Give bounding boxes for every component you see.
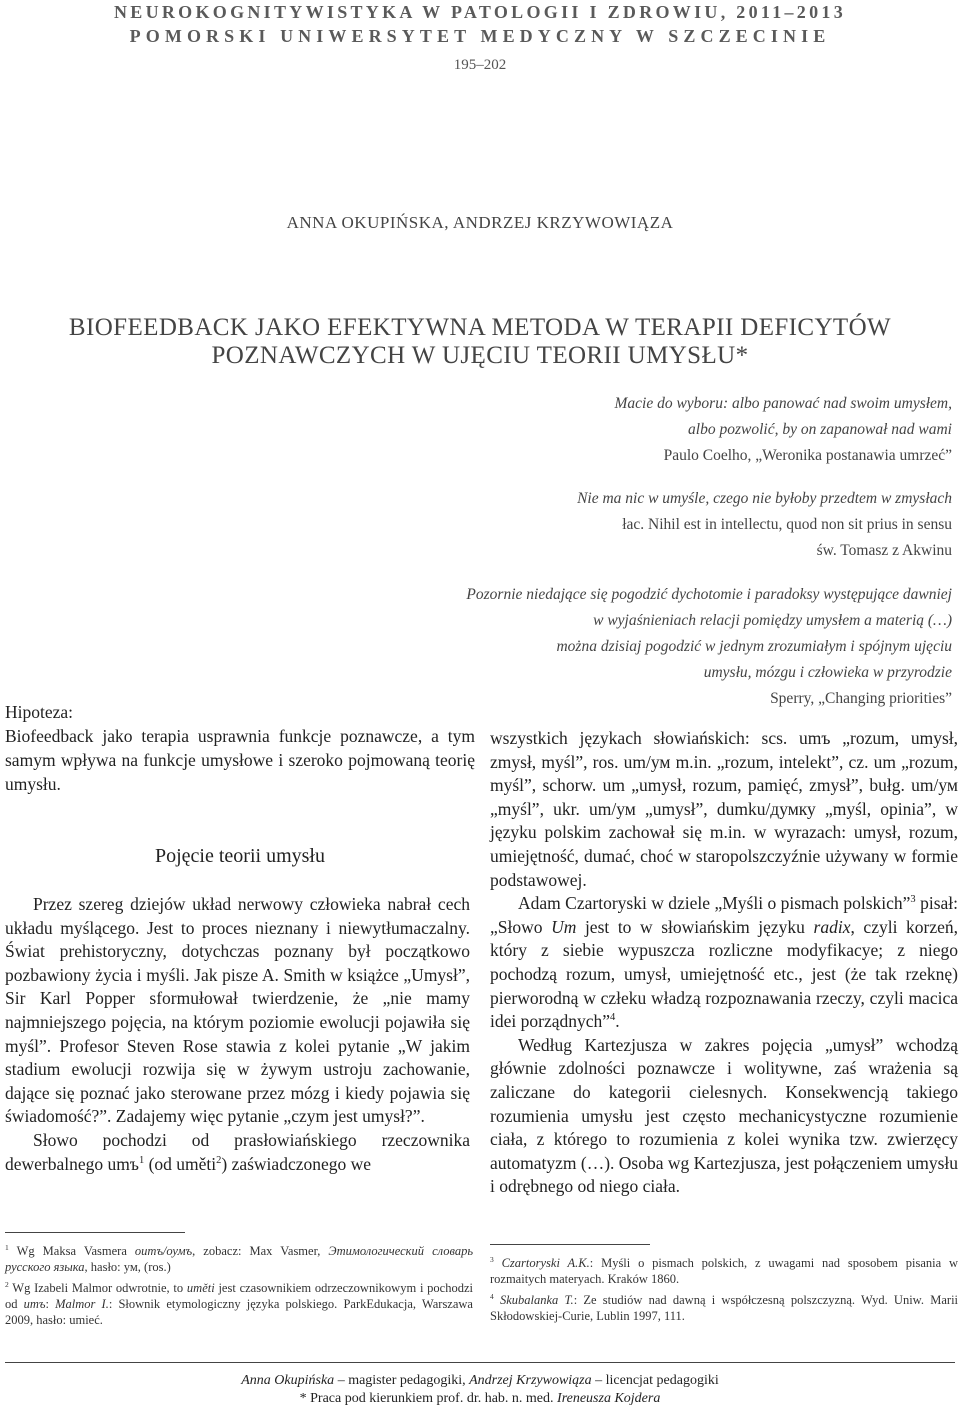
author-affiliations: Anna Okupińska – magister pedagogiki, Andrzej Krzywowiąza – licencjat pedagogiki bbox=[241, 1373, 719, 1388]
motto-line: Pozornie niedające się pogodzić dychotomie i paradoksy występujące dawniej bbox=[466, 586, 952, 603]
footnotes-left bbox=[5, 1243, 473, 1333]
footnotes-right bbox=[490, 1255, 958, 1329]
motto-line: umysłu, mózgu i człowieka w przyrodzie bbox=[703, 664, 952, 681]
footnote-divider-left bbox=[5, 1232, 185, 1233]
hypothesis-text: Biofeedback jako terapia usprawnia funkcje poznawcze, a tym samym wpływa na funkcje umysłowe i szeroko pojmowaną teorię umysłu. bbox=[5, 726, 475, 794]
page-range: 195–202 bbox=[453, 57, 507, 73]
hypothesis-label: Hipoteza: bbox=[5, 702, 74, 722]
footnote: $^4$ Skubalanka T.: Ze studiów nad dawną i współczesną polszczyzną. Wyd. Uniw. Marii Skłodowskiej-Curie, Lublin 1997, 111. bbox=[490, 1291, 959, 1323]
motto-line: Nie ma nic w umyśle, czego nie byłoby przedtem w zmysłach bbox=[577, 490, 952, 507]
paragraph: wszystkich językach słowiańskich: scs. umъ „rozum, umysł, zmysł, myśl”, ros. um/ум m.in. „rozum, intelekt”, cz. um „rozum, myśl”, schorw. um „umysł, rozum, pamięć, zmysł”, bułg. um/ум „myśl”, ukr. um/ум „umysł”, dumku/думку „myśl, opinia”, w języku polskim zachował się m.in. w wyrazach: umysł, rozum, umiejętność, dumać, choć w staropolszczyźnie używany w formie podstawowej. bbox=[490, 728, 958, 890]
motto-coelho bbox=[614, 391, 952, 469]
motto-aquinas bbox=[577, 486, 952, 564]
title-line-2: POZNAWCZYCH W UJĘCIU TEORII UMYSŁU* bbox=[211, 342, 749, 369]
supervisor-note: * Praca pod kierunkiem prof. dr. hab. n. med. Ireneusza Kojdera bbox=[299, 1391, 661, 1406]
paragraph: Słowo pochodzi od prasłowiańskiego rzeczownika dewerbalnego umъ$^1$ (od uměti$^2$) zaświadczonego we bbox=[5, 1129, 470, 1174]
motto-line: Macie do wyboru: albo panować nad swoim umysłem, bbox=[614, 395, 952, 412]
footnote-ref: 2 bbox=[216, 1154, 222, 1166]
motto-source: Paulo Coelho, „Weronika postanawia umrzeć” bbox=[663, 447, 952, 464]
article-title bbox=[0, 314, 960, 370]
motto-line: w wyjaśnieniach relacji pomiędzy umysłem a materią (…) bbox=[593, 612, 952, 629]
university-name: POMORSKI UNIWERSYTET MEDYCZNY W SZCZECINIE bbox=[129, 26, 831, 46]
title-line-1: BIOFEEDBACK JAKO EFEKTYWNA METODA W TERAPII DEFICYTÓW bbox=[68, 314, 892, 341]
footnote-ref: 1 bbox=[138, 1154, 145, 1166]
journal-title: NEUROKOGNITYWISTYKA W PATOLOGII I ZDROWIU, 2011–2013 bbox=[113, 2, 847, 22]
footnote: $^3$ Czartoryski A.K.: Myśli o pismach polskich, z uwagami nad sposobem pisania w rozmaitych materyach. Kraków 1860. bbox=[490, 1254, 958, 1286]
footnote-ref: 4 bbox=[610, 1012, 616, 1024]
motto-sperry bbox=[466, 582, 952, 712]
motto-line: można dzisiaj pogodzić w jednym zrozumiałym i spójnym ujęciu bbox=[556, 638, 952, 655]
authors: ANNA OKUPIŃSKA, ANDRZEJ KRZYWOWIĄZA bbox=[286, 213, 674, 232]
left-column bbox=[5, 893, 470, 1176]
paragraph: Według Kartezjusza w zakres pojęcia „umysł” wchodzą głównie zdolności poznawcze i wolitywne, zaś wrażenia są zaliczane do kategorii cielesnych. Konsekwencją takiego rozumienia umysłu jest często mechanicystyczne rozumienie ciała, z którego to rozumienia z kolei wynika tzw. zwierzęcy automatyzm (…). Osoba wg Kartezjusza, jest połączeniem umysłu i odrębnego od niego ciała. bbox=[490, 1034, 958, 1197]
paragraph: Przez szereg dziejów układ nerwowy człowieka nabrał cech układu myślącego. Jest to proces nieznany i niewytłumaczalny. Świat prehistoryczny, dotychczas poznany był początkowo pozbawiony życia i myśli. Jak pisze A. Smith w książce „Umysł”, Sir Karl Popper sformułował twierdzenie, że „nie mamy najmniejszego pojęcia, na którym poziomie ewolucji pojawiła się myśl”. Profesor Steven Rose stawia z kolei pytanie „W jakim stadium ewolucji rozwija się w żywym ustroju zachowanie, dające się poznać jako sterowane przez mózg i kiedy pojawia się świadomość?”. Zadajemy więc pytanie „czym jest umysł?”. bbox=[5, 894, 470, 1127]
footnote-ref: 3 bbox=[910, 894, 916, 906]
motto-author: św. Tomasz z Akwinu bbox=[816, 542, 952, 559]
right-column bbox=[490, 727, 958, 1199]
motto-source: Sperry, „Changing priorities” bbox=[770, 690, 952, 707]
bottom-divider bbox=[5, 1362, 955, 1363]
motto-source: łac. Nihil est in intellectu, quod non sit prius in sensu bbox=[622, 516, 952, 533]
motto-line: albo pozwolić, by on zapanował nad wami bbox=[688, 421, 952, 438]
footnote: $^2$ Wg Izabeli Malmor odwrotnie, to uměti jest czasownikiem odrzeczownikowym i pochodzi od umъ: Malmor I.: Słownik etymologiczny języka polskiego. ParkEdukacja, Warszawa 2009, hasło: umieć. bbox=[5, 1279, 473, 1327]
footnote: $^1$ Wg Maksa Vasmera oumъ/оумъ, zobacz: Max Vasmer, Этимологический словарь русского языка, hasło: ум, (ros.) bbox=[5, 1242, 474, 1274]
paragraph: Adam Czartoryski w dziele „Myśli o pismach polskich”$^3$ pisał: „Słowo Um jest to w słowiańskim języku radix, czyli korzeń, który z siebie wypuszcza rozliczne modyfikacye; z niego pochodzą rozum, umysł, umiejętność etc., jest (że tak rzeknę) pierworodną w człeku władzą rozpoznawania rzeczy, czyli macica idei porządnych”$^4$. bbox=[490, 893, 958, 1032]
footnote-divider-right bbox=[490, 1244, 650, 1245]
hypothesis-block bbox=[5, 700, 475, 796]
section-heading: Pojęcie teorii umysłu bbox=[155, 845, 325, 867]
